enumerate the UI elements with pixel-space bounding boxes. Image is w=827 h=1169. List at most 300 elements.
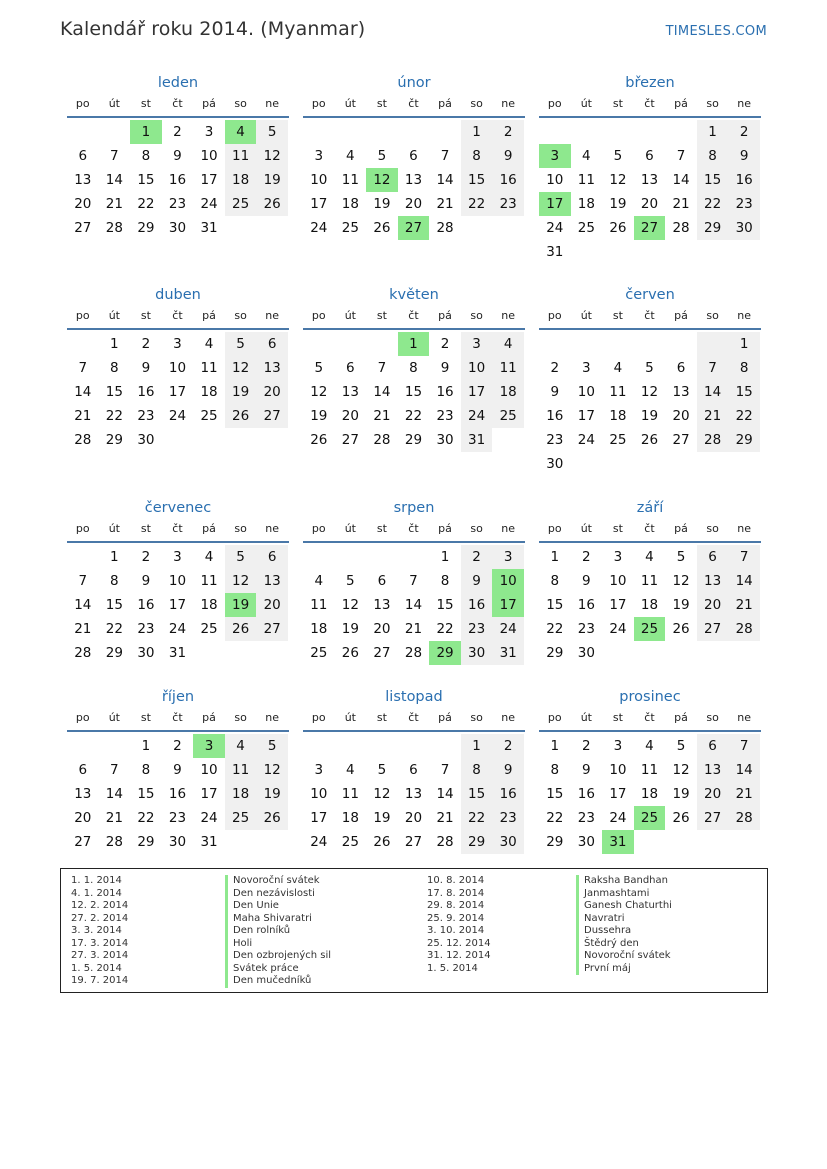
holiday-day-cell: 17 — [539, 192, 571, 216]
weekday-label: ne — [265, 522, 280, 535]
day-cell: 26 — [256, 806, 288, 830]
day-cell: 24 — [609, 621, 627, 637]
day-cell: 8 — [461, 758, 493, 782]
day-cell: 19 — [373, 196, 391, 212]
day-cell: 7 — [110, 148, 119, 164]
legend-item: 27. 2. 2014 — [71, 912, 129, 924]
day-cell: 10 — [168, 573, 187, 589]
empty-day-cell — [665, 332, 697, 356]
day-cell: 13 — [404, 786, 423, 802]
weekday-header — [303, 519, 525, 543]
day-cell: 9 — [461, 569, 493, 593]
legend-item: 1. 5. 2014 — [71, 962, 122, 974]
day-cell: 7 — [697, 356, 729, 380]
holiday-day-cell: 29 — [429, 641, 461, 665]
month-8 — [303, 497, 525, 665]
day-cell: 21 — [105, 810, 123, 826]
day-cell: 22 — [461, 192, 493, 216]
weekday-label: st — [612, 97, 623, 110]
day-cell: 26 — [310, 432, 328, 448]
day-cell: 10 — [168, 360, 187, 376]
day-cell: 9 — [173, 148, 182, 164]
empty-day-cell — [99, 120, 131, 144]
weekday-label: ne — [737, 97, 752, 110]
legend-item: Maha Shivaratri — [225, 913, 331, 926]
day-cell: 9 — [582, 762, 591, 778]
day-cell: 6 — [645, 148, 654, 164]
day-cell: 27 — [373, 645, 391, 661]
weekday-label: út — [344, 522, 356, 535]
month-9 — [539, 497, 761, 665]
holiday-day-cell: 10 — [492, 569, 524, 593]
day-cell: 11 — [200, 573, 218, 589]
day-cell: 12 — [225, 356, 257, 380]
month-10 — [67, 686, 289, 854]
day-cell: 26 — [672, 621, 690, 637]
day-cell: 8 — [141, 148, 151, 164]
weekday-label: čt — [644, 97, 655, 110]
day-cell: 31 — [200, 220, 218, 236]
weekday-header — [67, 94, 289, 118]
day-cell: 29 — [404, 432, 423, 448]
day-cell: 13 — [341, 384, 359, 400]
day-grid — [303, 543, 525, 665]
day-cell: 11 — [577, 172, 595, 188]
day-cell: 7 — [440, 762, 450, 778]
weekday-label: pá — [674, 522, 688, 535]
legend-item: Holi — [225, 938, 331, 951]
weekday-label: čt — [644, 522, 655, 535]
legend-item: 4. 1. 2014 — [71, 887, 122, 899]
month-name: leden — [157, 75, 199, 91]
weekday-label: čt — [408, 711, 419, 724]
day-cell: 8 — [409, 360, 418, 376]
day-cell: 7 — [110, 762, 119, 778]
day-cell: 21 — [74, 408, 92, 424]
day-cell: 16 — [728, 168, 760, 192]
weekday-label: út — [344, 309, 356, 322]
day-cell: 8 — [550, 573, 560, 589]
day-cell: 3 — [173, 549, 182, 565]
empty-day-cell — [67, 734, 99, 758]
day-cell: 20 — [404, 810, 423, 826]
weekday-label: po — [311, 309, 326, 322]
day-cell: 17 — [200, 172, 218, 188]
day-cell: 26 — [672, 810, 690, 826]
day-cell: 28 — [105, 834, 123, 850]
day-cell: 1 — [110, 336, 119, 352]
day-cell: 17 — [168, 597, 187, 613]
day-cell: 1 — [141, 738, 151, 754]
day-cell: 6 — [256, 545, 288, 569]
day-cell: 21 — [728, 593, 760, 617]
empty-day-cell — [366, 120, 398, 144]
day-cell: 6 — [697, 545, 729, 569]
day-cell: 28 — [697, 428, 729, 452]
day-cell: 14 — [105, 172, 123, 188]
site-link[interactable]: TIMESLES.COM — [665, 24, 767, 39]
day-cell: 30 — [577, 645, 595, 661]
holiday-day-cell: 1 — [398, 332, 430, 356]
empty-day-cell — [571, 120, 603, 144]
day-cell: 27 — [74, 220, 92, 236]
holiday-day-cell: 31 — [602, 830, 634, 854]
day-cell: 3 — [613, 738, 623, 754]
weekday-label: pá — [674, 97, 688, 110]
empty-day-cell — [697, 332, 729, 356]
weekday-label: pá — [438, 309, 452, 322]
day-cell: 21 — [436, 810, 454, 826]
day-cell: 26 — [225, 617, 257, 641]
empty-day-cell — [366, 734, 398, 758]
day-cell: 16 — [492, 168, 524, 192]
day-cell: 15 — [137, 786, 155, 802]
day-cell: 23 — [546, 432, 564, 448]
day-cell: 28 — [728, 806, 760, 830]
weekday-label: ne — [737, 711, 752, 724]
month-1 — [67, 72, 289, 240]
day-cell: 8 — [110, 573, 119, 589]
day-cell: 9 — [440, 360, 450, 376]
legend-item: Den mučedníků — [225, 975, 331, 988]
day-cell: 12 — [256, 758, 288, 782]
weekday-label: čt — [408, 309, 419, 322]
weekday-label: st — [140, 522, 151, 535]
day-cell: 18 — [225, 168, 257, 192]
empty-day-cell — [366, 332, 398, 356]
weekday-label: po — [547, 711, 562, 724]
day-cell: 5 — [225, 332, 257, 356]
empty-day-cell — [366, 545, 398, 569]
day-cell: 5 — [645, 360, 654, 376]
day-cell: 11 — [225, 758, 257, 782]
day-cell: 12 — [225, 569, 257, 593]
weekday-label: pá — [674, 309, 688, 322]
weekday-header — [539, 306, 761, 330]
day-grid — [67, 543, 289, 665]
day-cell: 24 — [168, 621, 187, 637]
day-cell: 27 — [697, 617, 729, 641]
weekday-label: so — [234, 309, 247, 322]
page-title: Kalendář roku 2014. (Myanmar) — [60, 18, 366, 40]
holiday-day-cell: 25 — [634, 806, 666, 830]
weekday-label: ne — [265, 309, 280, 322]
weekday-label: so — [470, 309, 483, 322]
day-cell: 17 — [609, 786, 627, 802]
day-cell: 2 — [582, 738, 591, 754]
day-cell: 2 — [440, 336, 450, 352]
weekday-label: st — [612, 309, 623, 322]
legend-item: Den Unie — [225, 900, 331, 913]
day-cell: 26 — [609, 220, 627, 236]
day-cell: 8 — [141, 762, 151, 778]
day-cell: 20 — [672, 408, 690, 424]
day-cell: 8 — [440, 573, 450, 589]
legend-item: Janmashtami — [576, 888, 672, 901]
day-cell: 26 — [225, 404, 257, 428]
weekday-label: st — [376, 309, 387, 322]
day-cell: 13 — [404, 172, 423, 188]
empty-day-cell — [335, 120, 367, 144]
weekday-label: so — [706, 309, 719, 322]
day-cell: 31 — [168, 645, 187, 661]
day-cell: 23 — [728, 192, 760, 216]
day-cell: 11 — [225, 144, 257, 168]
day-cell: 1 — [461, 120, 493, 144]
day-cell: 15 — [137, 172, 155, 188]
day-cell: 16 — [137, 597, 155, 613]
day-grid — [303, 330, 525, 452]
day-cell: 1 — [728, 332, 760, 356]
day-cell: 16 — [492, 782, 524, 806]
day-cell: 4 — [225, 734, 257, 758]
day-cell: 27 — [672, 432, 690, 448]
legend-item: 29. 8. 2014 — [427, 900, 485, 911]
weekday-label: st — [140, 97, 151, 110]
day-cell: 8 — [728, 356, 760, 380]
day-cell: 28 — [728, 617, 760, 641]
day-cell: 5 — [225, 545, 257, 569]
day-cell: 14 — [74, 597, 92, 613]
day-cell: 2 — [492, 120, 524, 144]
empty-day-cell — [335, 734, 367, 758]
day-cell: 25 — [310, 645, 328, 661]
holiday-day-cell: 12 — [366, 168, 398, 192]
day-cell: 9 — [141, 360, 151, 376]
day-cell: 3 — [173, 336, 182, 352]
weekday-label: pá — [674, 711, 688, 724]
empty-day-cell — [67, 332, 99, 356]
weekday-label: so — [706, 97, 719, 110]
weekday-label: po — [547, 309, 562, 322]
day-cell: 27 — [256, 404, 288, 428]
day-cell: 19 — [310, 408, 328, 424]
legend-names-col1 — [225, 875, 331, 988]
day-cell: 14 — [697, 380, 729, 404]
day-cell: 13 — [256, 356, 288, 380]
day-cell: 30 — [492, 830, 524, 854]
empty-day-cell — [303, 332, 335, 356]
empty-day-cell — [335, 545, 367, 569]
empty-day-cell — [665, 120, 697, 144]
empty-day-cell — [303, 545, 335, 569]
day-cell: 6 — [409, 148, 418, 164]
day-cell: 21 — [74, 621, 92, 637]
day-cell: 21 — [404, 621, 423, 637]
holiday-day-cell: 4 — [225, 120, 257, 144]
day-cell: 3 — [613, 549, 623, 565]
day-cell: 20 — [640, 196, 659, 212]
weekday-label: ne — [737, 309, 752, 322]
day-cell: 20 — [256, 380, 288, 404]
day-cell: 4 — [645, 549, 654, 565]
day-cell: 19 — [609, 196, 627, 212]
day-cell: 12 — [672, 573, 690, 589]
empty-day-cell — [539, 120, 571, 144]
month-name: březen — [625, 75, 675, 91]
day-cell: 24 — [492, 617, 524, 641]
day-cell: 7 — [728, 734, 760, 758]
day-cell: 23 — [492, 806, 524, 830]
day-cell: 16 — [137, 384, 155, 400]
weekday-label: ne — [501, 97, 516, 110]
day-cell: 31 — [546, 244, 564, 260]
holiday-day-cell: 25 — [634, 617, 666, 641]
day-cell: 26 — [341, 645, 359, 661]
day-cell: 28 — [436, 834, 454, 850]
empty-day-cell — [539, 332, 571, 356]
day-cell: 2 — [582, 549, 591, 565]
month-12 — [539, 686, 761, 854]
weekday-header — [67, 708, 289, 732]
day-cell: 25 — [577, 220, 595, 236]
weekday-label: út — [580, 711, 592, 724]
legend-item: 31. 12. 2014 — [427, 950, 491, 961]
day-cell: 24 — [310, 220, 328, 236]
day-cell: 20 — [74, 810, 92, 826]
day-cell: 4 — [582, 148, 591, 164]
day-cell: 25 — [225, 192, 257, 216]
day-grid — [67, 732, 289, 854]
day-cell: 4 — [645, 738, 654, 754]
day-cell: 28 — [74, 645, 92, 661]
day-cell: 29 — [105, 432, 123, 448]
day-cell: 12 — [640, 384, 659, 400]
day-cell: 10 — [577, 384, 595, 400]
day-cell: 30 — [546, 456, 564, 472]
day-cell: 16 — [577, 786, 595, 802]
day-cell: 17 — [168, 384, 187, 400]
day-cell: 23 — [577, 621, 595, 637]
day-cell: 19 — [640, 408, 659, 424]
day-cell: 9 — [141, 573, 151, 589]
day-cell: 7 — [440, 148, 450, 164]
weekday-label: čt — [408, 522, 419, 535]
day-cell: 27 — [404, 834, 423, 850]
day-cell: 15 — [697, 168, 729, 192]
month-3 — [539, 72, 761, 264]
day-cell: 3 — [492, 545, 524, 569]
weekday-label: čt — [172, 97, 183, 110]
day-cell: 15 — [546, 786, 564, 802]
weekday-label: so — [706, 522, 719, 535]
day-cell: 13 — [697, 569, 729, 593]
day-cell: 23 — [137, 621, 155, 637]
day-cell: 23 — [168, 810, 187, 826]
legend-dates-col1 — [71, 875, 128, 988]
holiday-day-cell: 19 — [225, 593, 257, 617]
day-cell: 7 — [78, 360, 88, 376]
day-cell: 27 — [697, 806, 729, 830]
month-name: říjen — [161, 689, 195, 705]
empty-day-cell — [398, 734, 430, 758]
legend-item: 1. 1. 2014 — [71, 875, 122, 886]
day-cell: 29 — [697, 216, 729, 240]
weekday-label: po — [311, 711, 326, 724]
day-cell: 14 — [404, 597, 423, 613]
day-cell: 5 — [256, 120, 288, 144]
empty-day-cell — [634, 332, 666, 356]
day-cell: 25 — [492, 404, 524, 428]
weekday-label: ne — [737, 522, 752, 535]
day-cell: 8 — [550, 762, 560, 778]
day-cell: 23 — [492, 192, 524, 216]
day-cell: 29 — [728, 428, 760, 452]
day-cell: 29 — [546, 645, 564, 661]
day-cell: 7 — [728, 545, 760, 569]
day-cell: 3 — [204, 124, 214, 140]
day-cell: 25 — [225, 806, 257, 830]
day-cell: 9 — [582, 573, 591, 589]
empty-day-cell — [99, 734, 131, 758]
day-cell: 3 — [461, 332, 493, 356]
day-cell: 14 — [74, 384, 92, 400]
day-cell: 14 — [728, 569, 760, 593]
day-cell: 21 — [697, 404, 729, 428]
day-grid — [539, 118, 761, 264]
weekday-label: út — [580, 97, 592, 110]
weekday-label: út — [344, 97, 356, 110]
holiday-day-cell: 27 — [398, 216, 430, 240]
day-cell: 14 — [728, 758, 760, 782]
day-cell: 25 — [200, 408, 218, 424]
day-cell: 27 — [341, 432, 359, 448]
weekday-label: ne — [265, 711, 280, 724]
day-cell: 26 — [373, 834, 391, 850]
day-cell: 16 — [436, 384, 454, 400]
weekday-label: so — [470, 711, 483, 724]
day-cell: 11 — [640, 573, 659, 589]
day-cell: 8 — [110, 360, 119, 376]
day-cell: 20 — [404, 196, 423, 212]
day-cell: 11 — [341, 786, 359, 802]
empty-day-cell — [602, 332, 634, 356]
day-cell: 12 — [310, 384, 328, 400]
empty-day-cell — [429, 120, 461, 144]
day-cell: 18 — [200, 384, 218, 400]
day-cell: 17 — [310, 196, 328, 212]
month-name: srpen — [393, 500, 435, 516]
weekday-label: čt — [644, 309, 655, 322]
month-5 — [303, 284, 525, 452]
weekday-label: so — [470, 97, 483, 110]
day-cell: 14 — [436, 786, 454, 802]
day-cell: 7 — [377, 360, 387, 376]
day-cell: 20 — [697, 782, 729, 806]
weekday-label: po — [75, 97, 90, 110]
day-cell: 22 — [546, 621, 564, 637]
day-cell: 29 — [461, 830, 493, 854]
day-cell: 2 — [141, 336, 151, 352]
legend-item: Den nezávislosti — [225, 888, 331, 901]
day-cell: 30 — [577, 834, 595, 850]
day-cell: 31 — [492, 641, 524, 665]
empty-day-cell — [67, 545, 99, 569]
day-cell: 22 — [404, 408, 423, 424]
day-cell: 11 — [640, 762, 659, 778]
weekday-label: so — [234, 97, 247, 110]
day-cell: 2 — [461, 545, 493, 569]
weekday-label: st — [140, 711, 151, 724]
month-name: únor — [397, 75, 431, 91]
day-cell: 30 — [461, 641, 493, 665]
day-cell: 25 — [341, 834, 359, 850]
day-grid — [303, 732, 525, 854]
empty-day-cell — [67, 120, 99, 144]
day-cell: 6 — [346, 360, 355, 376]
weekday-label: pá — [202, 97, 216, 110]
day-cell: 20 — [341, 408, 359, 424]
